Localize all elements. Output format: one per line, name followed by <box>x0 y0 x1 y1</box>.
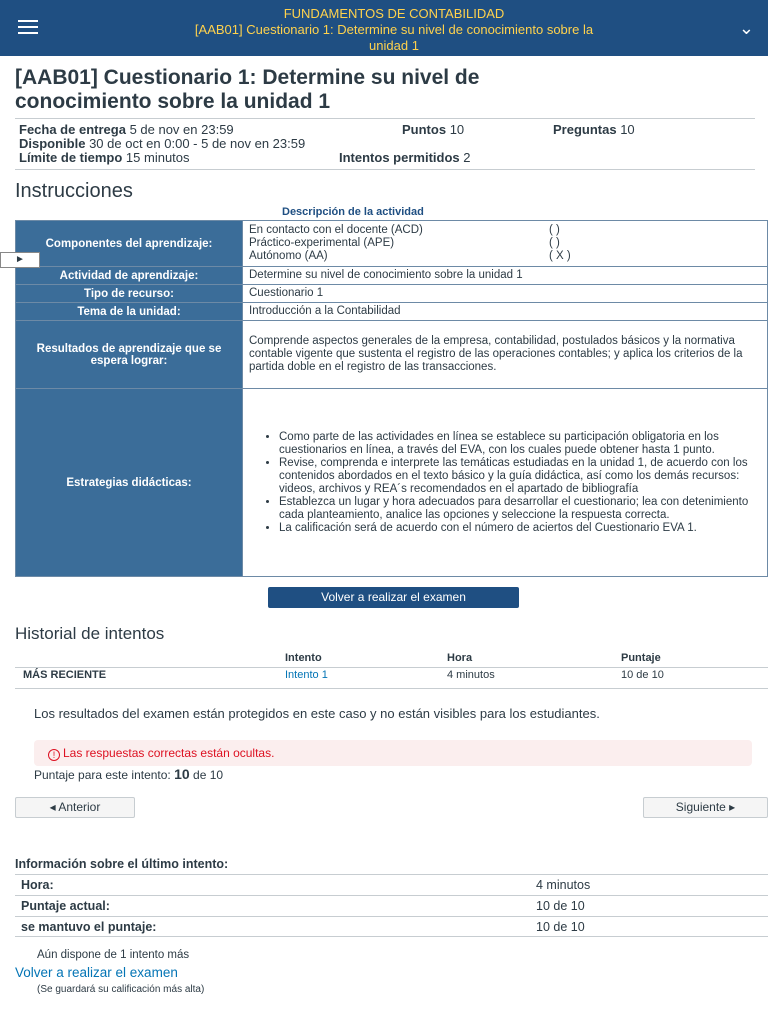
results-label: Resultados de aprendizaje que se espera lograr: <box>16 321 243 389</box>
list-item: • La calificación será de acuerdo con el número de aciertos del Cuestionario EVA 1. <box>279 522 761 535</box>
component-text: Autónomo (AA) <box>249 250 328 262</box>
protected-results-notice: Los resultados del examen están protegidos en este caso y no están visibles para los estudiantes. <box>34 706 600 721</box>
components-cell <box>243 221 768 267</box>
theme-label: Tema de la unidad: <box>16 303 243 321</box>
attempts-label: Intentos permitidos <box>339 150 460 165</box>
next-button[interactable]: Siguiente ▸ <box>643 797 768 818</box>
col-time: Hora <box>447 652 473 664</box>
retake-quiz-link[interactable]: Volver a realizar el examen <box>15 965 178 980</box>
list-item: • Revise, comprenda e interprete las temáticas estudiadas en la unidad 1, de acuerdo con los contenidos abordados en el texto básico y la guía didáctica, así como los demás recursos: videos, archivos y REA´s recomendados en el apartado de bibliografía <box>279 457 761 496</box>
meta-points <box>402 122 464 137</box>
course-title[interactable]: FUNDAMENTOS DE CONTABILIDAD <box>283 6 505 21</box>
strategies-cell <box>243 389 768 577</box>
quiz-title-line-1: [AAB01] Cuestionario 1: Determine su nivel de conocimiento sobre la <box>194 22 594 37</box>
current-score-value: 10 de 10 <box>536 899 585 913</box>
attempt-history-heading: Historial de intentos <box>15 624 165 643</box>
component-ape <box>249 237 761 250</box>
page-title-line-2: conocimiento sobre la unidad 1 <box>15 90 331 113</box>
last-time-value: 4 minutos <box>536 878 591 892</box>
component-mark: ( X ) <box>549 250 571 262</box>
hamburger-icon[interactable] <box>18 20 38 34</box>
col-attempt: Intento <box>285 652 322 664</box>
meta-due <box>19 122 234 137</box>
due-value: 5 de nov en 23:59 <box>129 122 234 137</box>
due-label: Fecha de entrega <box>19 122 126 137</box>
component-mark: ( ) <box>549 224 560 236</box>
results-value: Comprende aspectos generales de la empresa, contabilidad, postulados básicos y la normativa contable vigente que sustenta el registro de las operaciones contables; y aplica los criterios de la partida doble en el registro de las transacciones. <box>243 321 768 389</box>
page-title <box>15 66 755 114</box>
alert-text: Las respuestas correctas están ocultas. <box>63 746 275 760</box>
table-row <box>16 303 768 321</box>
available-label: Disponible <box>19 136 86 151</box>
points-label: Puntos <box>402 122 447 137</box>
top-navigation-bar <box>0 0 768 56</box>
attempt-score-line <box>34 766 223 782</box>
table-row <box>16 221 768 267</box>
quiz-title-line-2: unidad 1 <box>369 38 419 53</box>
strategies-list <box>249 431 761 535</box>
kept-score-value: 10 de 10 <box>536 920 585 934</box>
activity-value: Determine su nivel de conocimiento sobre la unidad 1 <box>243 267 768 285</box>
attempt-score: 10 de 10 <box>621 669 664 681</box>
instructions-heading: Instrucciones <box>15 180 133 202</box>
history-table-header <box>15 650 768 666</box>
quiz-details <box>15 118 755 170</box>
table-row <box>15 916 768 937</box>
exclamation-circle-icon: ! <box>48 749 60 761</box>
table-row <box>15 667 768 689</box>
highest-score-note: (Se guardará su calificación más alta) <box>37 984 205 995</box>
attempt-1-link[interactable]: Intento 1 <box>285 669 328 681</box>
list-item: • Como parte de las actividades en línea se establece su participación obligatoria en los cuestionarios en línea, a través del EVA, con los cuales puede obtener hasta 1 punto. <box>279 431 761 457</box>
score-suffix: de 10 <box>193 768 224 782</box>
meta-available <box>19 136 305 151</box>
retake-quiz-button[interactable]: Volver a realizar el examen <box>268 587 519 608</box>
component-acd <box>249 224 761 237</box>
table-row <box>15 874 768 895</box>
remaining-attempts: Aún dispone de 1 intento más <box>37 949 190 961</box>
questions-value: 10 <box>620 122 635 137</box>
component-aa <box>249 250 761 263</box>
points-value: 10 <box>449 122 465 137</box>
component-text: Práctico-experimental (APE) <box>249 237 395 249</box>
questions-label: Preguntas <box>553 122 617 137</box>
table-row <box>16 389 768 577</box>
activity-description-table <box>15 220 768 577</box>
score-prefix: Puntaje para este intento: <box>34 768 171 782</box>
table-row <box>16 285 768 303</box>
meta-attempts <box>339 150 470 165</box>
meta-questions <box>553 122 635 137</box>
page-title-line-1: [AAB01] Cuestionario 1: Determine su nivel de <box>15 66 480 89</box>
attempt-time: 4 minutos <box>447 669 495 681</box>
sidebar-toggle-button[interactable]: ► <box>0 252 40 268</box>
last-time-label: Hora: <box>21 878 54 892</box>
score-value: 10 <box>174 766 190 782</box>
time-limit-label: Límite de tiempo <box>19 150 123 165</box>
available-value: 30 de oct en 0:00 - 5 de nov en 23:59 <box>89 136 306 151</box>
components-label: Componentes del aprendizaje: <box>16 221 243 267</box>
resource-value: Cuestionario 1 <box>243 285 768 303</box>
table-caption: Descripción de la actividad <box>282 206 424 218</box>
component-text: En contacto con el docente (ACD) <box>249 224 423 236</box>
current-score-label: Puntaje actual: <box>21 899 110 913</box>
theme-value: Introducción a la Contabilidad <box>243 303 768 321</box>
header-titles <box>90 6 698 54</box>
meta-time-limit <box>19 150 190 165</box>
attempts-value: 2 <box>463 150 471 165</box>
strategies-label: Estrategias didácticas: <box>16 389 243 577</box>
previous-button[interactable]: ◂ Anterior <box>15 797 135 818</box>
last-attempt-heading: Información sobre el último intento: <box>15 857 229 871</box>
table-row <box>15 895 768 916</box>
table-row <box>16 267 768 285</box>
most-recent-label: MÁS RECIENTE <box>23 669 107 681</box>
component-mark: ( ) <box>549 237 560 249</box>
table-row <box>16 321 768 389</box>
hidden-answers-alert <box>34 740 752 766</box>
resource-label: Tipo de recurso: <box>16 285 243 303</box>
col-score: Puntaje <box>621 652 661 664</box>
time-limit-value: 15 minutos <box>125 150 190 165</box>
list-item: • Establezca un lugar y hora adecuados para desarrollar el cuestionario; lea con detenimiento cada planteamiento, analice las opciones y seleccione la respuesta correcta. <box>279 496 761 522</box>
activity-label: Actividad de aprendizaje: <box>16 267 243 285</box>
chevron-down-icon[interactable]: ⌄ <box>738 18 754 38</box>
kept-score-label: se mantuvo el puntaje: <box>21 920 157 934</box>
